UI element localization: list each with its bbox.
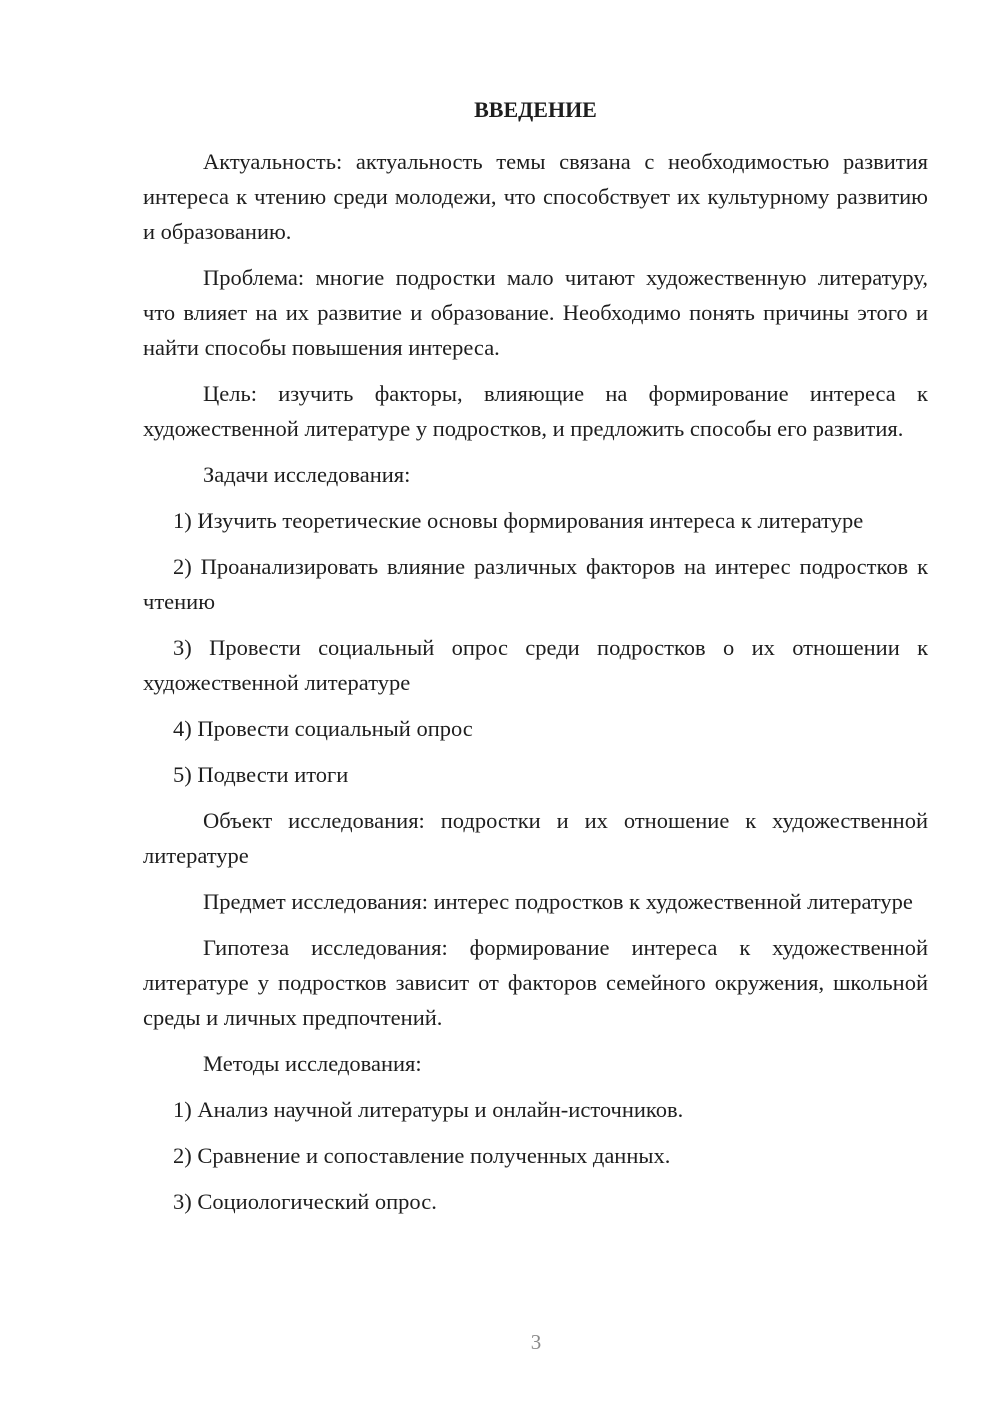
method-item: 1) Анализ научной литературы и онлайн-источников.	[173, 1097, 684, 1122]
method-item: 3) Социологический опрос.	[173, 1189, 437, 1214]
method-item: 2) Сравнение и сопоставление полученных данных.	[173, 1143, 671, 1168]
section-title: ВВЕДЕНИЕ	[474, 97, 597, 122]
problem-paragraph: Проблема: многие подростки мало читают художественную литературу, что влияет на их развитие и образование. Необходимо понять причины этого и найти способы повышения интереса.	[143, 265, 928, 360]
goal-paragraph: Цель: изучить факторы, влияющие на формирование интереса к художественной литературе у подростков, и предложить способы его развития.	[143, 381, 928, 441]
task-item: 4) Провести социальный опрос	[173, 716, 473, 741]
task-item: 1) Изучить теоретические основы формирования интереса к литературе	[173, 508, 864, 533]
page-number: 3	[530, 1330, 542, 1354]
tasks-heading: Задачи исследования:	[203, 462, 411, 487]
document-page	[143, 92, 928, 1230]
methods-heading: Методы исследования:	[203, 1051, 422, 1076]
hypothesis-paragraph: Гипотеза исследования: формирование интереса к художественной литературе у подростков зависит от факторов семейного окружения, школьной среды и личных предпочтений.	[143, 935, 928, 1030]
task-item: 3) Провести социальный опрос среди подростков о их отношении к художественной литературе	[143, 635, 928, 695]
subject-paragraph: Предмет исследования: интерес подростков к художественной литературе	[203, 889, 913, 914]
task-item: 2) Проанализировать влияние различных факторов на интерес подростков к чтению	[143, 554, 928, 614]
task-item: 5) Подвести итоги	[173, 762, 349, 787]
relevance-paragraph: Актуальность: актуальность темы связана с необходимостью развития интереса к чтению среди молодежи, что способствует их культурному развитию и образованию.	[143, 149, 928, 244]
object-paragraph: Объект исследования: подростки и их отношение к художественной литературе	[143, 808, 928, 868]
